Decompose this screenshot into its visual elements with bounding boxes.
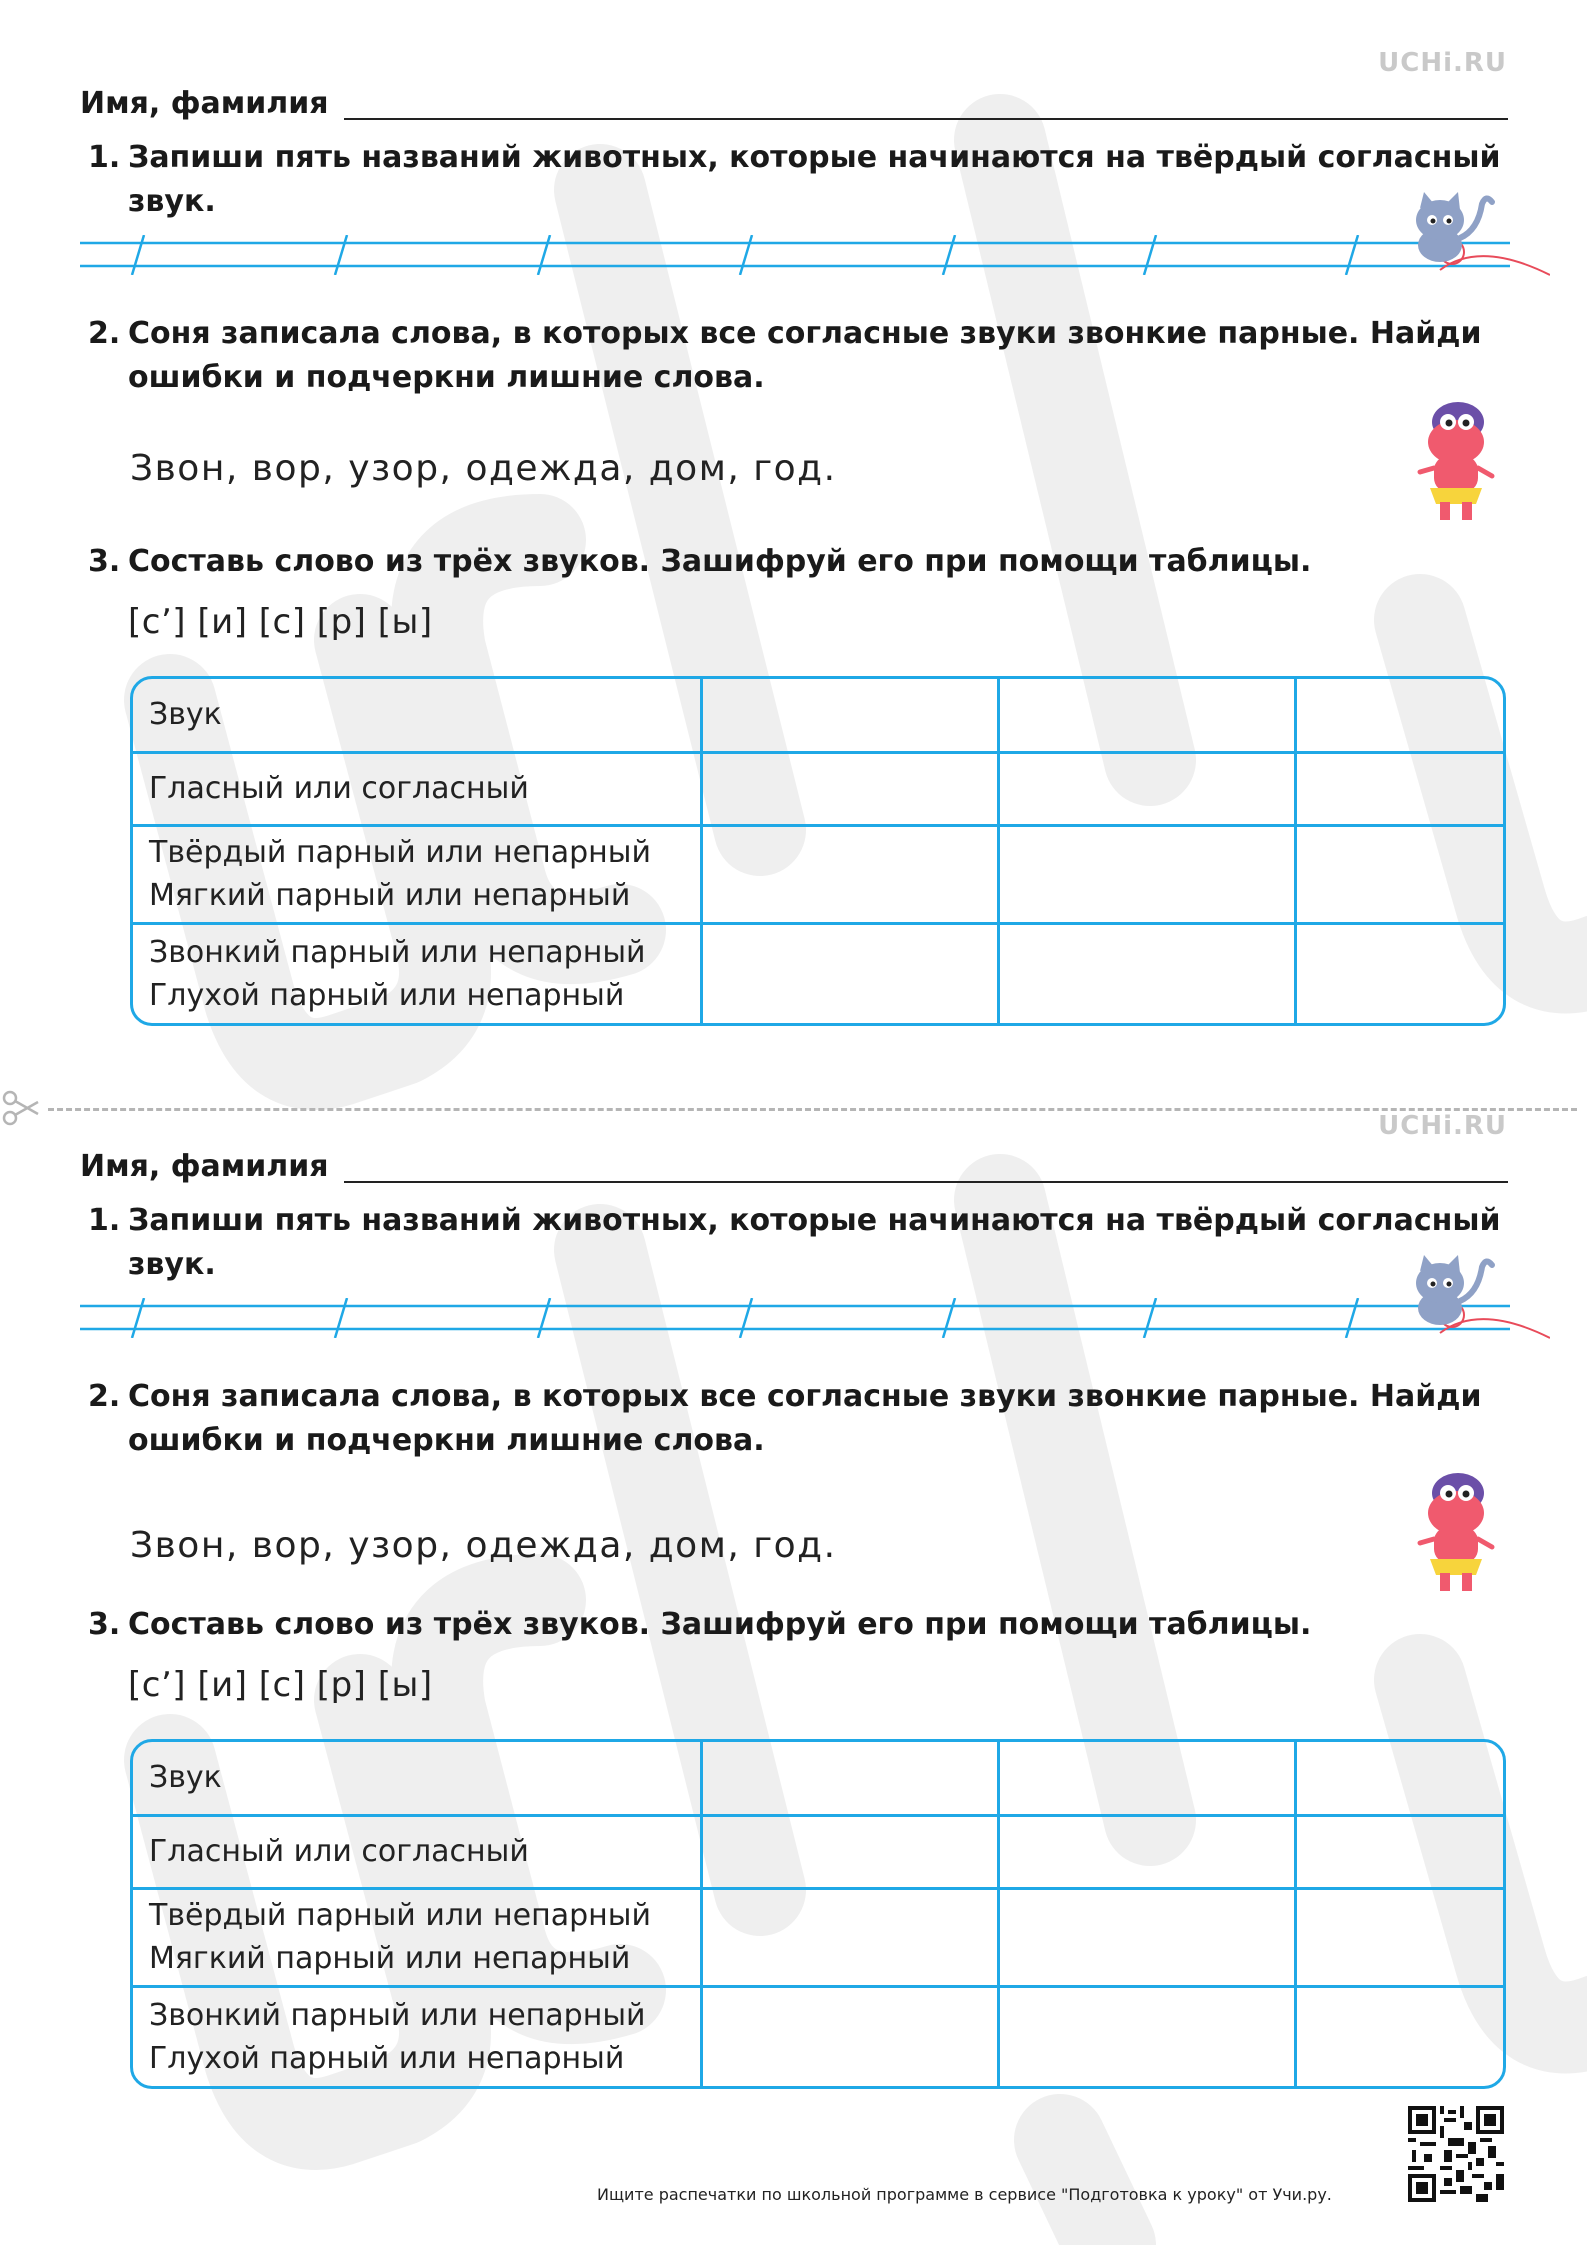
table-cell-blank[interactable] <box>1296 1742 1504 1815</box>
table-cell-blank[interactable] <box>999 1888 1296 1986</box>
table-cell-blank[interactable] <box>999 752 1296 825</box>
table-cell-label: Гласный или согласный <box>133 1815 702 1888</box>
brand-logo: UCHi.RU <box>1378 48 1507 78</box>
table-row <box>133 825 1503 923</box>
table-cell-blank[interactable] <box>1296 679 1504 752</box>
table-cell-label <box>133 923 702 1023</box>
table-row <box>133 1815 1503 1888</box>
sound-table <box>130 676 1506 1026</box>
label-line: Глухой парный или непарный <box>149 2040 625 2076</box>
table-cell-blank[interactable] <box>1296 1888 1504 1986</box>
table-cell-label <box>133 1986 702 2086</box>
qr-code <box>1408 2106 1504 2202</box>
table-cell-blank[interactable] <box>702 1888 999 1986</box>
name-row <box>80 86 1508 122</box>
worksheet-top <box>0 0 1587 1060</box>
task-text: Запиши пять названий животных, которые начинаются на твёрдый согласный звук. <box>128 1203 1501 1282</box>
name-label: Имя, фамилия <box>80 86 329 121</box>
table-cell-label: Звук <box>133 679 702 752</box>
name-row <box>80 1149 1508 1185</box>
table-row <box>133 923 1503 1023</box>
table-cell-blank[interactable] <box>702 1815 999 1888</box>
table-cell-blank[interactable] <box>702 679 999 752</box>
footer-text: Ищите распечатки по школьной программе в сервисе "Подготовка к уроку" от Учи.ру. <box>597 2185 1332 2204</box>
task-text: Составь слово из трёх звуков. Зашифруй его при помощи таблицы. <box>128 1607 1312 1642</box>
table-cell-blank[interactable] <box>1296 752 1504 825</box>
label-line: Глухой парный или непарный <box>149 977 625 1013</box>
table-cell-blank[interactable] <box>702 1986 999 2086</box>
label-line: Твёрдый парный или непарный <box>149 1898 651 1933</box>
task-text: Соня записала слова, в которых все согласные звуки звонкие парные. Найди ошибки и подчеркни лишние слова. <box>128 1379 1482 1458</box>
task-number: 2. <box>88 316 121 351</box>
table-cell-blank[interactable] <box>1296 923 1504 1023</box>
table-row <box>133 1888 1503 1986</box>
table-cell-blank[interactable] <box>999 1815 1296 1888</box>
sound-set: [с’] [и] [с] [р] [ы] <box>128 602 433 642</box>
table-cell-blank[interactable] <box>1296 1815 1504 1888</box>
table-cell-blank[interactable] <box>1296 1986 1504 2086</box>
sound-set: [с’] [и] [с] [р] [ы] <box>128 1665 433 1705</box>
table-cell-label <box>133 825 702 923</box>
table-cell-blank[interactable] <box>702 752 999 825</box>
label-line: Звонкий парный или непарный <box>149 1997 646 2033</box>
label-line: Мягкий парный или непарный <box>149 878 631 913</box>
table-row <box>133 752 1503 825</box>
task-number: 3. <box>88 544 121 579</box>
name-input-line[interactable] <box>344 118 1508 120</box>
table-cell-label: Гласный или согласный <box>133 752 702 825</box>
task-number: 3. <box>88 1607 121 1642</box>
table-cell-blank[interactable] <box>702 825 999 923</box>
cat-mascot <box>1400 190 1550 280</box>
task-number: 1. <box>88 1203 121 1238</box>
task-number: 2. <box>88 1379 121 1414</box>
label-line: Твёрдый парный или непарный <box>149 835 651 870</box>
table-row <box>133 1742 1503 1815</box>
table-cell-blank[interactable] <box>999 1742 1296 1815</box>
task-number: 1. <box>88 140 121 175</box>
label-line: Мягкий парный или непарный <box>149 1941 631 1976</box>
table-row <box>133 679 1503 752</box>
table-cell-blank[interactable] <box>1296 825 1504 923</box>
dino-mascot <box>1416 398 1496 524</box>
table-cell-blank[interactable] <box>999 923 1296 1023</box>
task-text: Запиши пять названий животных, которые начинаются на твёрдый согласный звук. <box>128 140 1501 219</box>
writing-lines[interactable] <box>80 1298 1510 1338</box>
table-cell-blank[interactable] <box>702 1742 999 1815</box>
table-cell-label: Звук <box>133 1742 702 1815</box>
dino-mascot <box>1416 1469 1496 1595</box>
name-input-line[interactable] <box>344 1181 1508 1183</box>
label-line: Звонкий парный или непарный <box>149 934 646 970</box>
table-cell-blank[interactable] <box>999 825 1296 923</box>
table-row <box>133 1986 1503 2086</box>
table-cell-blank[interactable] <box>702 923 999 1023</box>
sound-table <box>130 1739 1506 2089</box>
worksheet-bottom <box>0 1063 1587 2123</box>
cat-mascot <box>1400 1253 1550 1343</box>
word-list[interactable]: Звон, вор, узор, одежда, дом, год. <box>130 448 837 489</box>
task-text: Соня записала слова, в которых все согласные звуки звонкие парные. Найди ошибки и подчеркни лишние слова. <box>128 316 1482 395</box>
table-cell-label <box>133 1888 702 1986</box>
writing-lines[interactable] <box>80 235 1510 275</box>
name-label: Имя, фамилия <box>80 1149 329 1184</box>
table-cell-blank[interactable] <box>999 1986 1296 2086</box>
word-list[interactable]: Звон, вор, узор, одежда, дом, год. <box>130 1525 837 1566</box>
task-text: Составь слово из трёх звуков. Зашифруй его при помощи таблицы. <box>128 544 1312 579</box>
brand-logo: UCHi.RU <box>1378 1111 1507 1141</box>
table-cell-blank[interactable] <box>999 679 1296 752</box>
